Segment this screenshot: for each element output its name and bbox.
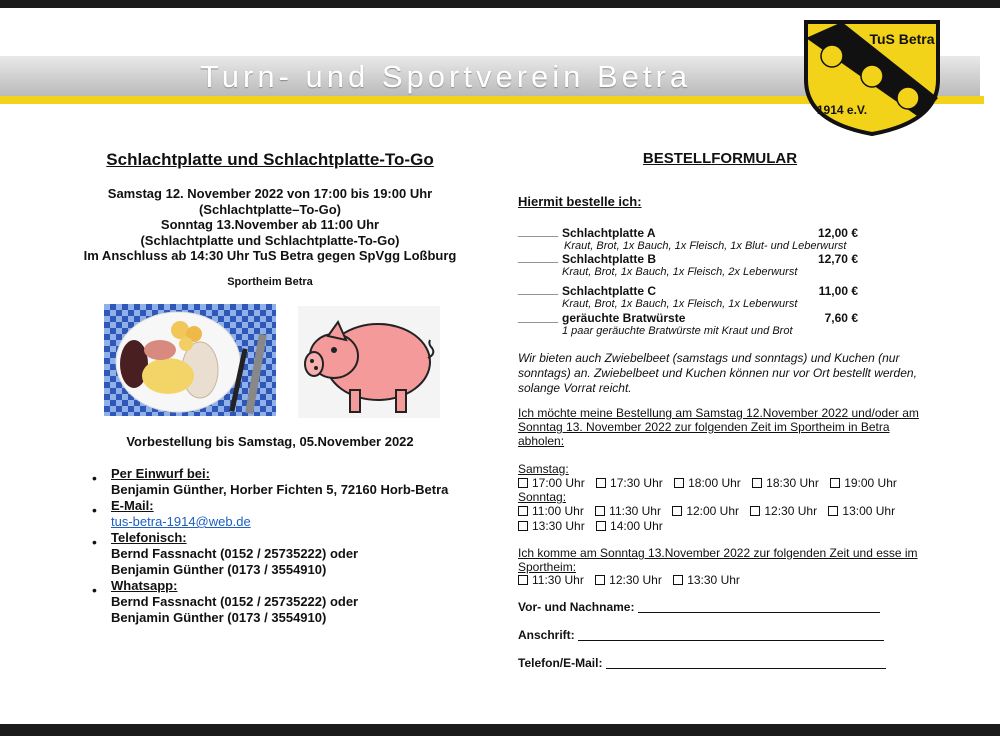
eat-in-intro xyxy=(518,546,918,574)
checkbox-icon[interactable] xyxy=(830,478,840,488)
time-option[interactable]: 17:00 Uhr xyxy=(518,476,585,490)
schedule-line: (Schlachtplatte–To-Go) xyxy=(198,201,342,217)
checkbox-icon[interactable] xyxy=(828,506,838,516)
time-option[interactable]: 18:00 Uhr xyxy=(674,476,741,490)
email-link[interactable]: tus-betra-1914@web.de xyxy=(111,514,251,529)
contact-label-phone: Telefonisch: xyxy=(111,530,187,545)
contact-whatsapp-line: Benjamin Günther (0173 / 3554910) xyxy=(111,610,327,625)
saturday-times xyxy=(518,476,905,490)
item-description: Kraut, Brot, 1x Bauch, 1x Fleisch, 1x Blut- und Leberwurst xyxy=(564,240,847,252)
name-field[interactable] xyxy=(518,600,880,614)
item-quantity-blank[interactable]: ______ xyxy=(518,282,559,296)
bullet-icon: • xyxy=(92,470,97,486)
note-line: sonntags) an. Zwiebelbeet und Kuchen können nur vor Ort bestellt werden, xyxy=(518,366,917,380)
checkbox-icon[interactable] xyxy=(674,478,684,488)
club-logo xyxy=(802,18,942,136)
contact-drop-address: Benjamin Günther, Horber Fichten 5, 72160 Horb-Betra xyxy=(111,482,449,497)
time-option[interactable]: 13:30 Uhr xyxy=(673,573,740,587)
form-title: BESTELLFORMULAR xyxy=(642,150,798,167)
schedule-line: Sonntag 13.November ab 11:00 Uhr xyxy=(160,217,380,232)
contact-label-drop: Per Einwurf bei: xyxy=(111,466,210,481)
address-input-line[interactable] xyxy=(578,640,884,641)
time-option[interactable]: 13:00 Uhr xyxy=(828,504,895,518)
bullet-icon: • xyxy=(92,582,97,598)
time-option[interactable]: 11:30 Uhr xyxy=(595,504,661,518)
time-option[interactable]: 12:30 Uhr xyxy=(595,573,662,587)
contact-label: Telefon/E-Mail: xyxy=(518,656,603,670)
checkbox-icon[interactable] xyxy=(518,575,528,585)
item-name: Schlachtplatte C xyxy=(562,284,657,298)
item-quantity-blank[interactable]: ______ xyxy=(518,310,559,324)
checkbox-icon[interactable] xyxy=(673,575,683,585)
checkbox-icon[interactable] xyxy=(596,478,606,488)
item-name: Schlachtplatte A xyxy=(562,226,656,240)
saturday-label: Samstag: xyxy=(518,462,569,476)
event-heading: Schlachtplatte und Schlachtplatte-To-Go xyxy=(106,150,434,169)
name-label: Vor- und Nachname: xyxy=(518,600,635,614)
pickup-intro xyxy=(518,406,919,448)
item-price: 7,60 € xyxy=(824,311,858,325)
bullet-icon: • xyxy=(92,534,97,550)
pickup-line: Ich möchte meine Bestellung am Samstag 12.November 2022 und/oder am xyxy=(518,406,919,420)
checkbox-icon[interactable] xyxy=(518,506,528,516)
schlachtplatte-photo xyxy=(104,304,276,416)
item-quantity-blank[interactable]: ______ xyxy=(518,224,559,238)
item-price: 11,00 € xyxy=(818,284,858,298)
item-name: Schlachtplatte B xyxy=(562,252,657,266)
logo-top-text: TuS Betra xyxy=(869,31,935,47)
item-price: 12,00 € xyxy=(817,226,858,240)
checkbox-icon[interactable] xyxy=(595,575,605,585)
contact-label-whatsapp: Whatsapp: xyxy=(111,578,178,593)
item-description: Kraut, Brot, 1x Bauch, 1x Fleisch, 1x Leberwurst xyxy=(562,298,798,310)
contact-label-email: E-Mail: xyxy=(111,498,154,513)
eat-in-times xyxy=(518,573,748,587)
time-option[interactable]: 14:00 Uhr xyxy=(596,519,663,533)
form-intro: Hiermit bestelle ich: xyxy=(518,194,642,209)
flyer-page xyxy=(0,8,1000,724)
schedule-line: (Schlachtplatte und Schlachtplatte-To-Go) xyxy=(140,232,400,248)
preorder-deadline: Vorbestellung bis Samstag, 05.November 2022 xyxy=(126,434,414,449)
sunday-label: Sonntag: xyxy=(518,490,567,504)
checkbox-icon[interactable] xyxy=(518,521,528,531)
name-input-line[interactable] xyxy=(638,612,880,613)
availability-note xyxy=(518,351,917,396)
event-schedule xyxy=(60,186,480,264)
time-option[interactable]: 11:30 Uhr xyxy=(518,573,584,587)
checkbox-icon[interactable] xyxy=(672,506,682,516)
time-option[interactable]: 17:30 Uhr xyxy=(596,476,663,490)
time-option[interactable]: 18:30 Uhr xyxy=(752,476,819,490)
event-location: Sportheim Betra xyxy=(227,276,313,288)
schedule-line: Im Anschluss ab 14:30 Uhr TuS Betra gegen SpVgg Loßburg xyxy=(83,248,457,263)
checkbox-icon[interactable] xyxy=(596,521,606,531)
sunday-times-row-1 xyxy=(518,504,903,518)
address-field[interactable] xyxy=(518,628,884,642)
checkbox-icon[interactable] xyxy=(518,478,528,488)
time-option[interactable]: 19:00 Uhr xyxy=(830,476,897,490)
contact-phone-line: Bernd Fassnacht (0152 / 25735222) oder xyxy=(111,546,359,561)
checkbox-icon[interactable] xyxy=(752,478,762,488)
schedule-line: Samstag 12. November 2022 von 17:00 bis 19:00 Uhr xyxy=(107,186,433,201)
time-option[interactable]: 12:00 Uhr xyxy=(672,504,739,518)
logo-bottom-text: 1914 e.V. xyxy=(816,103,868,117)
time-option[interactable]: 13:30 Uhr xyxy=(518,519,585,533)
contact-field[interactable] xyxy=(518,656,886,670)
time-option[interactable]: 11:00 Uhr xyxy=(518,504,584,518)
item-description: 1 paar geräuchte Bratwürste mit Kraut und Brot xyxy=(562,325,793,337)
checkbox-icon[interactable] xyxy=(750,506,760,516)
item-description: Kraut, Brot, 1x Bauch, 1x Fleisch, 2x Leberwurst xyxy=(562,266,798,278)
club-title: Turn- und Sportverein Betra xyxy=(200,59,692,94)
pickup-line: abholen: xyxy=(518,434,565,448)
item-price: 12,70 € xyxy=(817,252,858,266)
note-line: Wir bieten auch Zwiebelbeet (samstags und sonntags) und Kuchen (nur xyxy=(518,351,900,365)
address-label: Anschrift: xyxy=(518,628,575,642)
item-name: geräuchte Bratwürste xyxy=(562,311,686,325)
contact-phone-line: Benjamin Günther (0173 / 3554910) xyxy=(111,562,327,577)
eat-in-line: Sportheim: xyxy=(518,560,577,574)
contact-whatsapp-line: Bernd Fassnacht (0152 / 25735222) oder xyxy=(111,594,359,609)
pickup-line: Sonntag 13. November 2022 zur folgenden Zeit im Sportheim in Betra xyxy=(518,420,890,434)
checkbox-icon[interactable] xyxy=(595,506,605,516)
eat-in-line: Ich komme am Sonntag 13.November 2022 zur folgenden Zeit und esse im xyxy=(518,546,918,560)
pig-illustration xyxy=(298,306,440,418)
sunday-times-row-2 xyxy=(518,519,671,533)
item-quantity-blank[interactable]: ______ xyxy=(518,250,559,264)
time-option[interactable]: 12:30 Uhr xyxy=(750,504,817,518)
note-line: solange Vorrat reicht. xyxy=(518,381,632,395)
contact-input-line[interactable] xyxy=(606,668,886,669)
bullet-icon: • xyxy=(92,502,97,518)
